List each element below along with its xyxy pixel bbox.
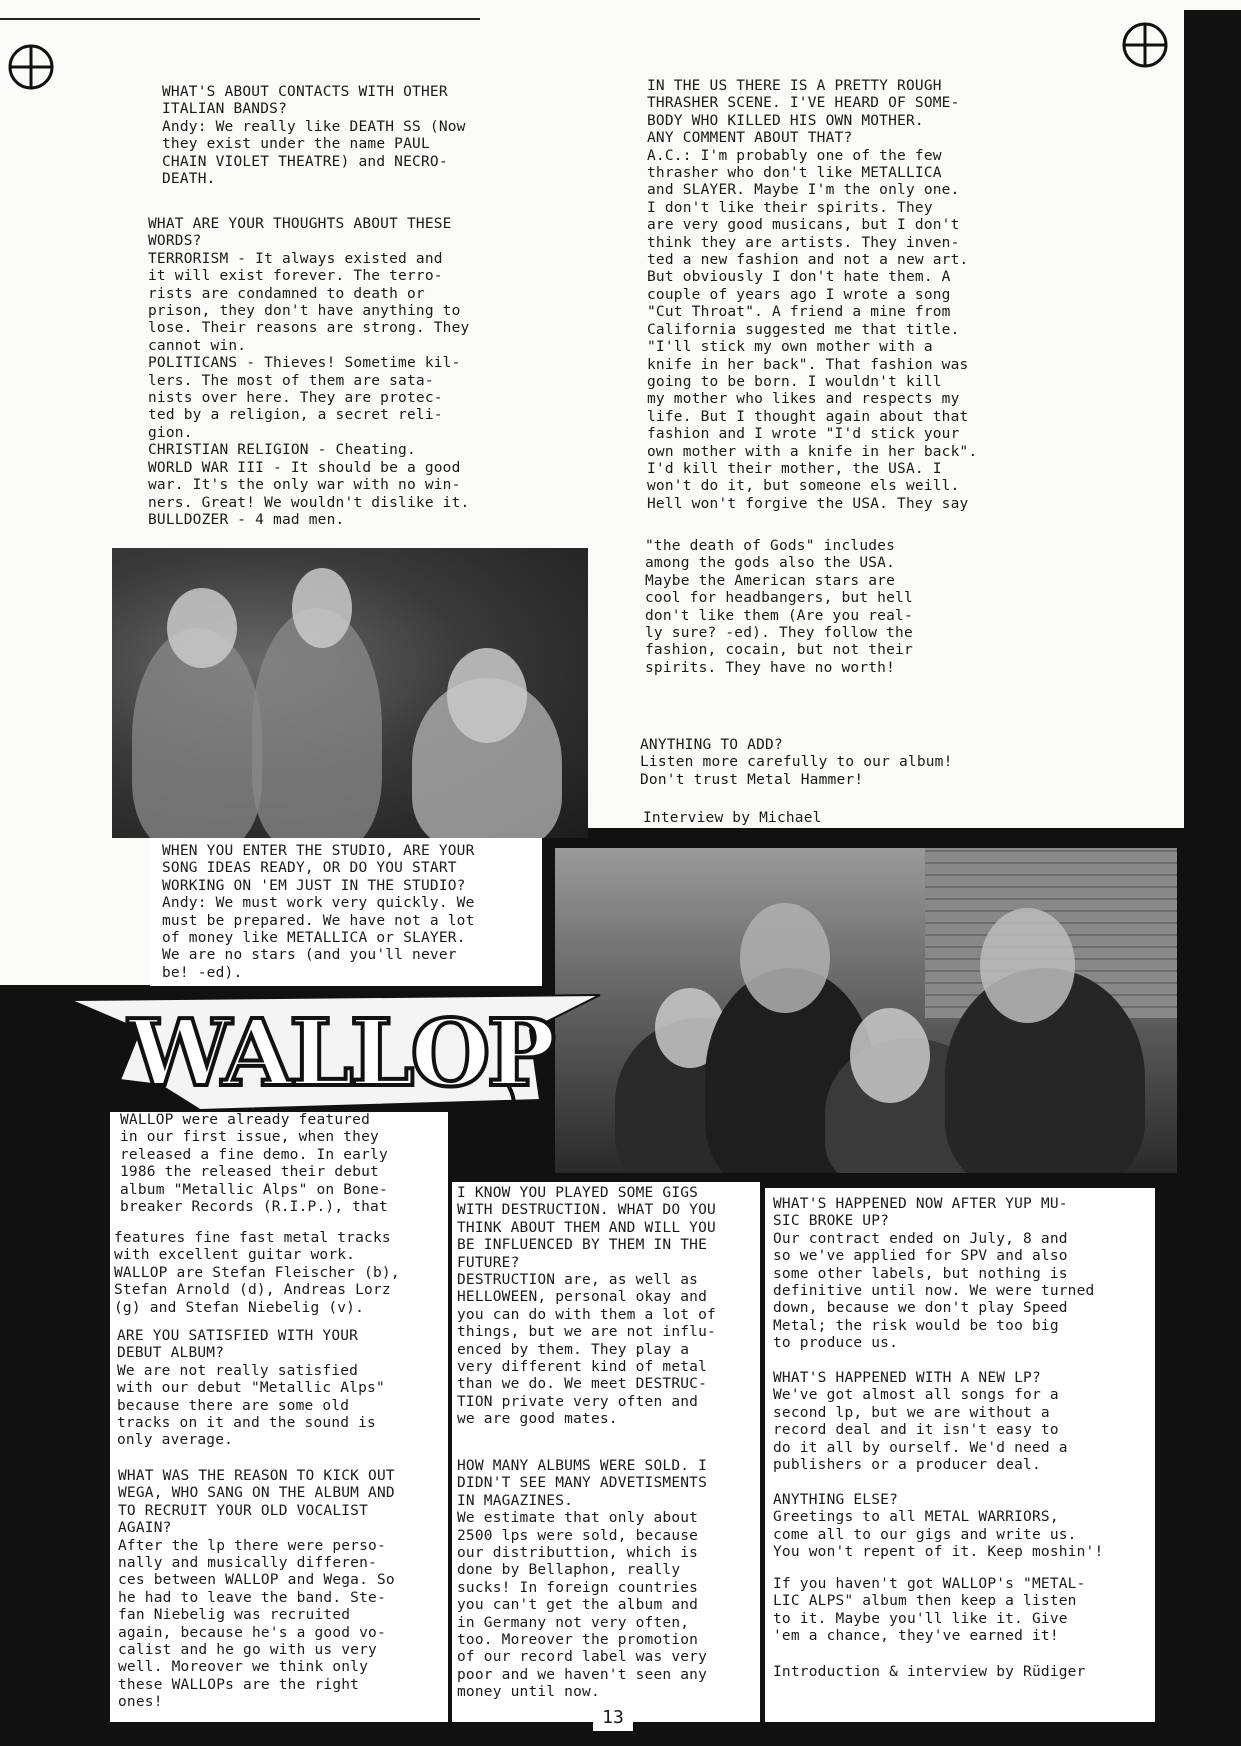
band-photo-bulldozer [112, 548, 588, 838]
thoughts-answer: WHAT ARE YOUR THOUGHTS ABOUT THESE WORDS? TERRORISM - It always existed and it will exist forever. The terro- rists are condamned to death or prison, they don't have anything to lose. Their reasons are strong. They cannot win. POLITICANS - Thieves! Sometime kil- lers. The most of them are sata- nists over here. They are protec- ted by a religion, a secret reli- gion. CHRISTIAN RELIGION - Cheating. WORLD WAR III - It should be a good war. It's the only war with no win- ners. Great! We wouldn't dislike it. BULLDOZER - 4 mad men. [148, 216, 470, 528]
wallop-intro-1: WALLOP were already featured in our first issue, when they released a fine demo. In early 1986 the released their debut album "Metallic Alps" on Bone- breaker Records (R.I.P.), that [120, 1112, 388, 1216]
debut-answer: ARE YOU SATISFIED WITH YOUR DEBUT ALBUM? We are not really satisfied with our debut "Metallic Alps" because there are some old tracks on it and the sound is only average. [117, 1328, 385, 1449]
interview-credit-michael: Interview by Michael [643, 810, 822, 826]
us-scene-answer: IN THE US THERE IS A PRETTY ROUGH THRASHER SCENE. I'VE HEARD OF SOME- BODY WHO KILLED HIS OWN MOTHER. ANY COMMENT ABOUT THAT? A.C.: I'm probably one of the few thrasher who don't like METALLICA and SLAYER. Maybe I'm the only one. I don't like their spirits. They are very good musicans, but I don't think they are artists. They inven- ted a new fashion and not a new art. But obviously I don't hate them. A couple of years ago I wrote a song "Cut Throat". A friend a mine from California suggested me that title. "I'll stick my own mother with a knife in her back". That fashion was going to be born. I wouldn't kill my mother who likes and respects my life. But I thought again about that fashion and I wrote "I'd stick your own mother with a knife in her back". I'd kill their mother, the USA. I won't do it, but someone els weill. Hell won't forgive the USA. They say [647, 78, 978, 512]
wallop-logo [60, 990, 620, 1115]
studio-answer: WHEN YOU ENTER THE STUDIO, ARE YOUR SONG IDEAS READY, OR DO YOU START WORKING ON 'EM JUST IN THE STUDIO? Andy: We must work very quickly. We must be prepared. We have not a lot of money like METALLICA or SLAYER. We are no stars (and you'll never be! -ed). [162, 843, 475, 981]
wega-answer: WHAT WAS THE REASON TO KICK OUT WEGA, WHO SANG ON THE ALBUM AND TO RECRUIT YOUR OLD VOCALIST AGAIN? After the lp there were perso- nally and musically differen- ces between WALLOP and Wega. So he had to leave the band. Ste- fan Niebelig was recruited again, because he's a good vo- calist and he go with us very well. Moreover we think only these WALLOPs are the right ones! [118, 1468, 395, 1711]
band-photo-wallop [555, 848, 1177, 1173]
cross-circle-icon [1120, 20, 1170, 70]
anything-to-add: ANYTHING TO ADD? Listen more carefully to our album! Don't trust Metal Hammer! [640, 737, 953, 788]
top-rule [0, 18, 480, 20]
logo-text: WALLOP [128, 999, 552, 1107]
contacts-question: WHAT'S ABOUT CONTACTS WITH OTHER ITALIAN BANDS? Andy: We really like DEATH SS (Now they exist under the name PAUL CHAIN VIOLET THEATRE) and NECRO- DEATH. [162, 84, 466, 188]
yup-answer: WHAT'S HAPPENED NOW AFTER YUP MU- SIC BROKE UP? Our contract ended on July, 8 and so we've applied for SPV and also some other labels, but nothing is definitive until now. We were turned down, because we don't play Speed Metal; the risk would be too big to produce us. [773, 1196, 1095, 1352]
albums-sold-answer: HOW MANY ALBUMS WERE SOLD. I DIDN'T SEE MANY ADVETISMENTS IN MAGAZINES. We estimate that only about 2500 lps were sold, because our distributtion, which is done by Bellaphon, really sucks! In foreign countries you can't get the album and in Germany not very often, too. Moreover the promotion of our record label was very poor and we haven't seen any money until now. [457, 1458, 708, 1701]
new-lp-answer: WHAT'S HAPPENED WITH A NEW LP? We've got almost all songs for a second lp, but we are without a record deal and it isn't easy to do it all by ourself. We'd need a publishers or a producer deal. [773, 1370, 1068, 1474]
anything-else-answer: ANYTHING ELSE? Greetings to all METAL WARRIORS, come all to our gigs and write us. You won't repent of it. Keep moshin'! [773, 1492, 1104, 1561]
destruction-answer: I KNOW YOU PLAYED SOME GIGS WITH DESTRUCTION. WHAT DO YOU THINK ABOUT THEM AND WILL YOU BE INFLUENCED BY THEM IN THE FUTURE? DESTRUCTION are, as well as HELLOWEEN, personal okay and you can do with them a lot of things, but we are not influ- enced by them. They play a very different kind of metal than we do. We meet DESTRUC- TION private very often and we are good mates. [457, 1185, 716, 1428]
listen-recommendation: If you haven't got WALLOP's "METAL- LIC ALPS" album then keep a listen to it. Maybe you'll like it. Give 'em a chance, they've earned it! [773, 1576, 1086, 1645]
interview-credit-rudiger: Introduction & interview by Rüdiger [773, 1664, 1086, 1680]
wallop-intro-2: features fine fast metal tracks with excellent guitar work. WALLOP are Stefan Fleischer (b), Stefan Arnold (d), Andreas Lorz (g) and Stefan Niebelig (v). [114, 1230, 400, 1316]
page-number: 13 [593, 1705, 633, 1731]
death-of-gods-text: "the death of Gods" includes among the gods also the USA. Maybe the American stars are cool for headbangers, but hell don't like them (Are you real- ly sure? -ed). They follow the fashion, cocain, but not their spirits. They have no worth! [645, 538, 913, 676]
cross-circle-icon [6, 42, 56, 92]
